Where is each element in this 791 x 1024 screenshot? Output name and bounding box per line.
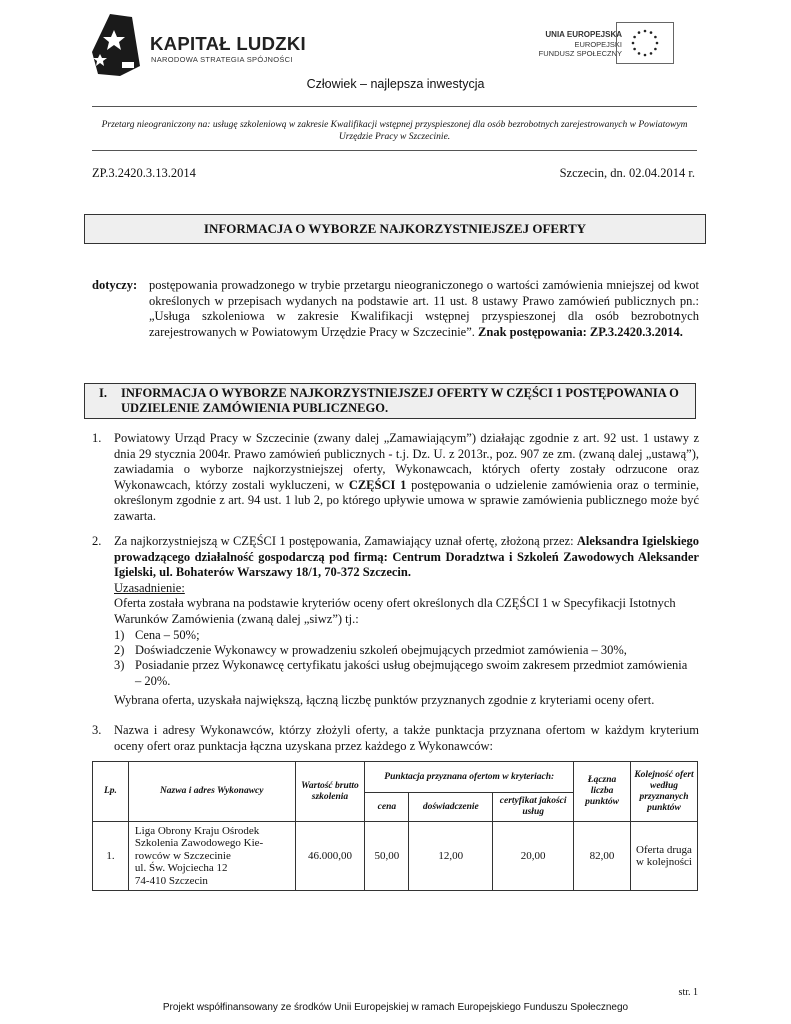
- cell-value: 46.000,00: [295, 822, 365, 891]
- tender-description: Przetarg nieograniczony na: usługę szkoleniową w zakresie Kwalifikacji wstępnej przyspieszonej dla osób bezrobotnych zarejestrowanych w Powiatowym Urzędzie Pracy w Szczecinie.: [101, 120, 688, 142]
- logo-subtitle: NARODOWA STRATEGIA SPÓJNOŚCI: [151, 55, 293, 64]
- reference-number: ZP.3.2420.3.13.2014: [92, 166, 196, 180]
- column-header-certyfikat: certyfikat jakości usług: [493, 793, 574, 822]
- column-header-points-group: Punktacja przyznana ofertom w kryteriach:: [365, 762, 574, 793]
- kapital-ludzki-logo-icon: [92, 14, 140, 76]
- cell-order-line: w kolejności: [636, 856, 692, 868]
- cell-certyfikat: 20,00: [493, 822, 574, 891]
- document-title: INFORMACJA O WYBORZE NAJKORZYSTNIEJSZEJ OFERTY: [84, 214, 706, 244]
- paragraph-1-bold: CZĘŚCI 1: [348, 477, 407, 492]
- section-1-title: INFORMACJA O WYBORZE NAJKORZYSTNIEJSZEJ OFERTY W CZĘŚCI 1 POSTĘPOWANIA O UDZIELENIE ZAMÓWIENIA PUBLICZNEGO.: [121, 386, 679, 415]
- cell-name-line: rowców w Szczecinie: [134, 849, 231, 862]
- divider: [92, 150, 697, 151]
- logo-title: KAPITAŁ LUDZKI: [150, 33, 306, 54]
- criteria-item: Doświadczenie Wykonawcy w prowadzeniu szkoleń obejmujących przedmiot zamówienia – 30%,: [135, 643, 627, 657]
- column-header-cena: cena: [365, 793, 409, 822]
- cell-name-line: Szkolenia Zawodowego Kie-: [134, 837, 264, 850]
- cell-order-line: Oferta druga: [636, 843, 692, 856]
- cell-name-line: Liga Obrony Kraju Ośrodek: [134, 824, 260, 837]
- subject-text: [149, 278, 699, 340]
- cell-name-line: 74-410 Szczecin: [134, 874, 208, 887]
- paragraph-1-text-b: postępowania o udzielenie zamówienia oraz o terminie, określonym zgodnie z art. 94 ust. 1 lub 2, po którego upływie umowa w sprawie zamówienia publicznego może być zawarta.: [114, 477, 699, 523]
- divider: [92, 106, 697, 107]
- criteria-item: Posiadanie przez Wykonawcę certyfikatu jakości usług obejmującego swoim zakresem przedmiot zamówienia – 20%.: [135, 658, 688, 688]
- cell-doswiadczenie: 12,00: [409, 822, 493, 891]
- paragraph-2: [114, 534, 699, 581]
- subject-label: dotyczy:: [92, 278, 138, 292]
- criteria-item-number: 3): [114, 658, 125, 672]
- criteria-item-number: 2): [114, 643, 125, 657]
- subject-text-ref: Znak postępowania: ZP.3.2420.3.2014.: [478, 324, 683, 339]
- column-header-lp: Lp.: [93, 762, 129, 822]
- paragraph-number: 3.: [92, 723, 102, 737]
- place-date: Szczecin, dn. 02.04.2014 r.: [559, 166, 695, 180]
- column-header-total: Łączna liczba punktów: [574, 762, 631, 822]
- motto: Człowiek – najlepsza inwestycja: [306, 77, 485, 91]
- justification-text: Oferta została wybrana na podstawie kryteriów oceny ofert określonych dla CZĘŚCI 1 w Specyfikacji Istotnych Warunków Zamówienia (zwaną dalej „siwz”) tj.:: [114, 596, 676, 626]
- paragraph-1: [114, 431, 699, 524]
- eu-label-line2: EUROPEJSKI: [574, 39, 622, 49]
- paragraph-2-bold: Aleksandra Igielskiego prowadzącego działalność gospodarczą pod firmą: Centrum Doradztwa i Szkoleń Zawodowych Aleksander Igielski, ul. Bohaterów Warszawy 18/1, 70-372 Szczecin.: [114, 534, 699, 579]
- eu-label-line1: UNIA EUROPEJSKA: [545, 30, 622, 39]
- eu-label-line3: FUNDUSZ SPOŁECZNY: [538, 49, 622, 58]
- paragraph-number: 2.: [92, 534, 102, 548]
- subject-text-body: postępowania prowadzonego w trybie przetargu nieograniczonego o wartości zamówienia mniejszej od kwot określonych w przepisach wydanych na podstawie art. 11 ust. 8 ustawy Prawo zamówień publicznych pn.: „Usługa szkoleniowa w zakresie Kwalifikacji wstępnej przyspieszonej dla osób bezrobotnych zarejestrowanych w Powiatowym Urzędzie Pracy w Szczecinie”.: [149, 278, 699, 339]
- paragraph-1-text-a: Powiatowy Urząd Pracy w Szczecinie (zwany dalej „Zamawiającym”) działając zgodnie z art. 92 ust. 1 ustawy z dnia 29 stycznia 2004r. Prawo zamówień publicznych - t.j. Dz. U. z 2013r., poz. 907 ze zm. (zwaną dalej „ustawą”), zawiadamia o wyborze najkorzystniejszej oferty, Wykonawcach, których oferty zostały odrzucone oraz Wykonawcach, którzy zostali wykluczeni, w: [114, 431, 699, 492]
- column-header-doswiadczenie: doświadczenie: [409, 793, 493, 822]
- paragraph-2-text: Za najkorzystniejszą w CZĘŚCI 1 postępowania, Zamawiający uznał ofertę, złożoną przez:: [114, 534, 577, 548]
- eu-label: [520, 30, 622, 59]
- footer-text: Projekt współfinansowany ze środków Unii Europejskiej w ramach Europejskiego Funduszu Społecznego: [162, 1002, 629, 1013]
- criteria-item: Cena – 50%;: [135, 628, 200, 642]
- justification-summary: Wybrana oferta, uzyskała największą, łączną liczbę punktów przyznanych zgodnie z kryteriami oceny ofert.: [114, 693, 655, 707]
- cell-name-line: ul. Św. Wojciecha 12: [134, 862, 228, 875]
- column-header-name: Nazwa i adres Wykonawcy: [128, 762, 295, 822]
- section-1-heading: [84, 383, 696, 419]
- column-header-order: Kolejność ofert według przyznanych punktów: [631, 762, 698, 822]
- cell-total: 82,00: [574, 822, 631, 891]
- section-1-number: I.: [99, 386, 107, 400]
- column-header-value: Wartość brutto szkolenia: [295, 762, 365, 822]
- justification-label: Uzasadnienie:: [114, 581, 185, 595]
- table-row: [93, 822, 698, 891]
- eu-flag-icon: [616, 22, 674, 64]
- paragraph-number: 1.: [92, 431, 102, 445]
- cell-name: [128, 822, 295, 891]
- cell-lp: 1.: [93, 822, 129, 891]
- criteria-item-number: 1): [114, 628, 125, 642]
- paragraph-3: Nazwa i adresy Wykonawców, którzy złożyli oferty, a także punktacja przyznana ofertom w każdym kryterium oceny ofert oraz punktacja łączna uzyskana przez każdego z Wykonawców:: [114, 723, 699, 753]
- offers-table: [92, 761, 698, 891]
- page-number: str. 1: [678, 987, 698, 998]
- cell-cena: 50,00: [365, 822, 409, 891]
- cell-order: [631, 822, 698, 891]
